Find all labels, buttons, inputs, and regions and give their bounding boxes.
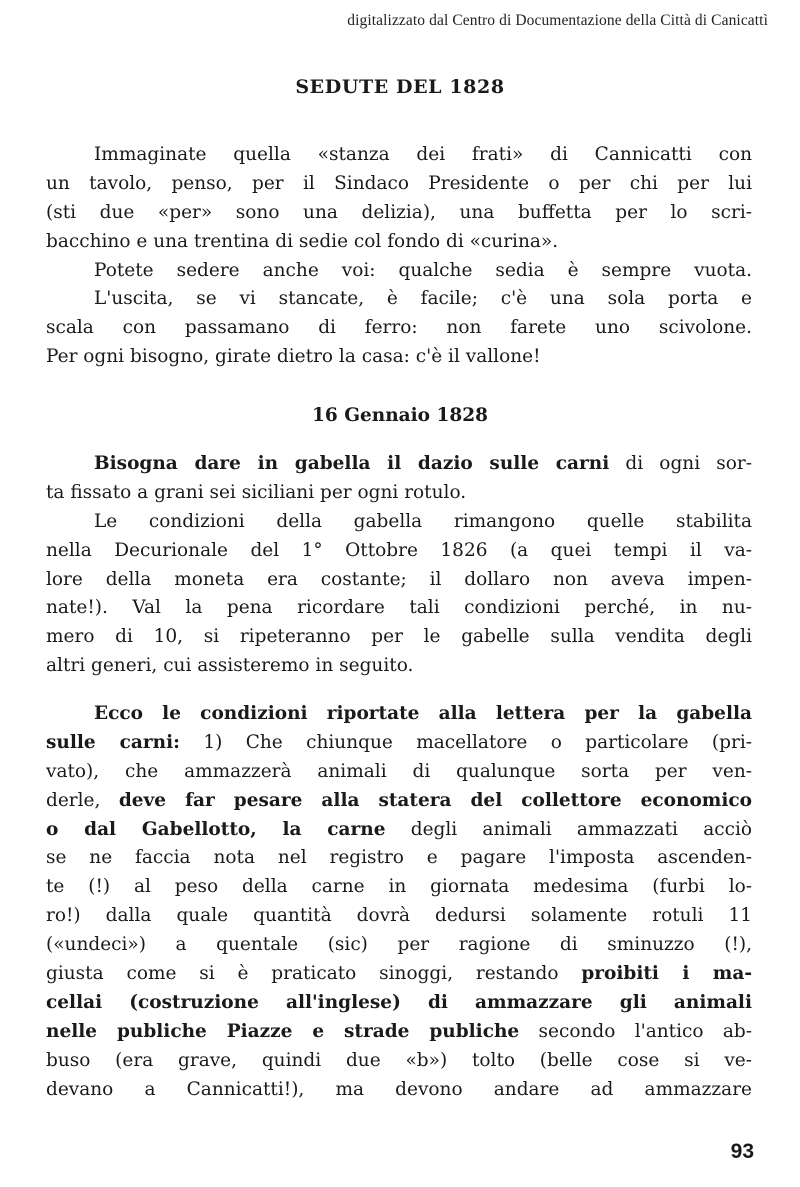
text-line: Per ogni bisogno, girate dietro la casa: c'è il vallone! — [46, 346, 541, 368]
text-line: L'uscita, se vi stancate, è facile; c'è una sola porta e — [94, 288, 752, 310]
text-line: vato), che ammazzerà animali di qualunque sorta per ven- — [46, 760, 752, 782]
text-line: («undeci») a quentale (sic) per ragione di sminuzzo (!), — [46, 934, 752, 956]
text-line: Immaginate quella «stanza dei frati» di Cannicatti con — [94, 144, 752, 165]
bold-text: cellai (costruzione all'inglese) di ammazzare gli animali — [46, 991, 752, 1013]
section2-paragraph — [46, 700, 752, 1104]
text-line — [46, 960, 752, 989]
text-line: mero di 10, si ripeteranno per le gabelle sulla vendita degli — [46, 626, 752, 648]
plain-text: derle, — [46, 789, 119, 811]
plain-text: di ogni sor- — [609, 453, 752, 474]
text-line — [46, 816, 752, 845]
text-line: se ne faccia nota nel registro e pagare l'imposta ascenden- — [46, 847, 752, 869]
text-line — [46, 787, 752, 816]
text-line: un tavolo, penso, per il Sindaco Presidente o per chi per lui — [46, 172, 752, 194]
bold-text: nelle publiche Piazze e strade publiche — [46, 1020, 520, 1042]
page-title: SEDUTE DEL 1828 — [295, 76, 505, 98]
text-line — [46, 700, 752, 729]
text-line: lore della moneta era costante; il dollaro non aveva impen- — [46, 568, 752, 590]
bold-text: Bisogna dare in gabella il dazio sulle carni — [94, 453, 610, 474]
text-line: buso (era grave, quindi due «b») tolto (belle cose si ve- — [46, 1049, 752, 1071]
text-line: bacchino e una trentina di sedie col fondo di «curina». — [46, 230, 559, 252]
text-line: (sti due «per» sono una delizia), una buffetta per lo scri- — [46, 201, 752, 223]
bold-text: proibiti i ma- — [581, 963, 752, 985]
text-line: te (!) al peso della carne in giornata medesima (furbi lo- — [46, 876, 752, 898]
text-line: Le condizioni della gabella rimangono quelle stabilita — [94, 510, 752, 532]
text-line — [46, 729, 752, 758]
text-line: Potete sedere anche voi: qualche sedia è sempre vuota. — [94, 259, 752, 281]
digitization-header: digitalizzato dal Centro di Documentazione della Città di Canicattì — [347, 12, 768, 29]
plain-text: degli animali ammazzati acciò — [385, 818, 752, 840]
plain-text: giusta come si è praticato sinoggi, restando — [46, 963, 582, 985]
text-line: nella Decurionale del 1° Ottobre 1826 (a quei tempi il va- — [46, 539, 752, 561]
text-line: devano a Cannicatti!), ma devono andare ad ammazzare — [46, 1078, 752, 1100]
text-line: ta fissato a grani sei siciliani per ogni rotulo. — [46, 481, 467, 503]
plain-text: secondo l'antico ab- — [519, 1020, 752, 1042]
section1-paragraphs — [46, 450, 752, 681]
text-line: ro!) dalla quale quantità dovrà dedursi solamente rotuli 11 — [46, 905, 752, 927]
plain-text: 1) Che chiunque macellatore o particolare (pri- — [179, 731, 752, 753]
intro-paragraphs — [46, 141, 752, 372]
page-number: 93 — [730, 1140, 754, 1163]
section-date-heading: 16 Gennaio 1828 — [312, 405, 488, 426]
text-line — [46, 1018, 752, 1047]
text-line: scala con passamano di ferro: non farete uno scivolone. — [46, 317, 752, 339]
bold-text: Ecco le condizioni riportate alla lettera per la gabella — [94, 703, 752, 724]
text-line: altri generi, cui assisteremo in seguito. — [46, 655, 414, 677]
text-line: nate!). Val la pena ricordare tali condizioni perché, in nu- — [46, 597, 752, 619]
text-line — [46, 450, 752, 479]
bold-text: deve far pesare alla statera del collettore economico — [118, 789, 752, 811]
bold-text: sulle carni: — [46, 731, 180, 753]
bold-text: o dal Gabellotto, la carne — [46, 818, 386, 840]
text-line — [46, 989, 752, 1018]
